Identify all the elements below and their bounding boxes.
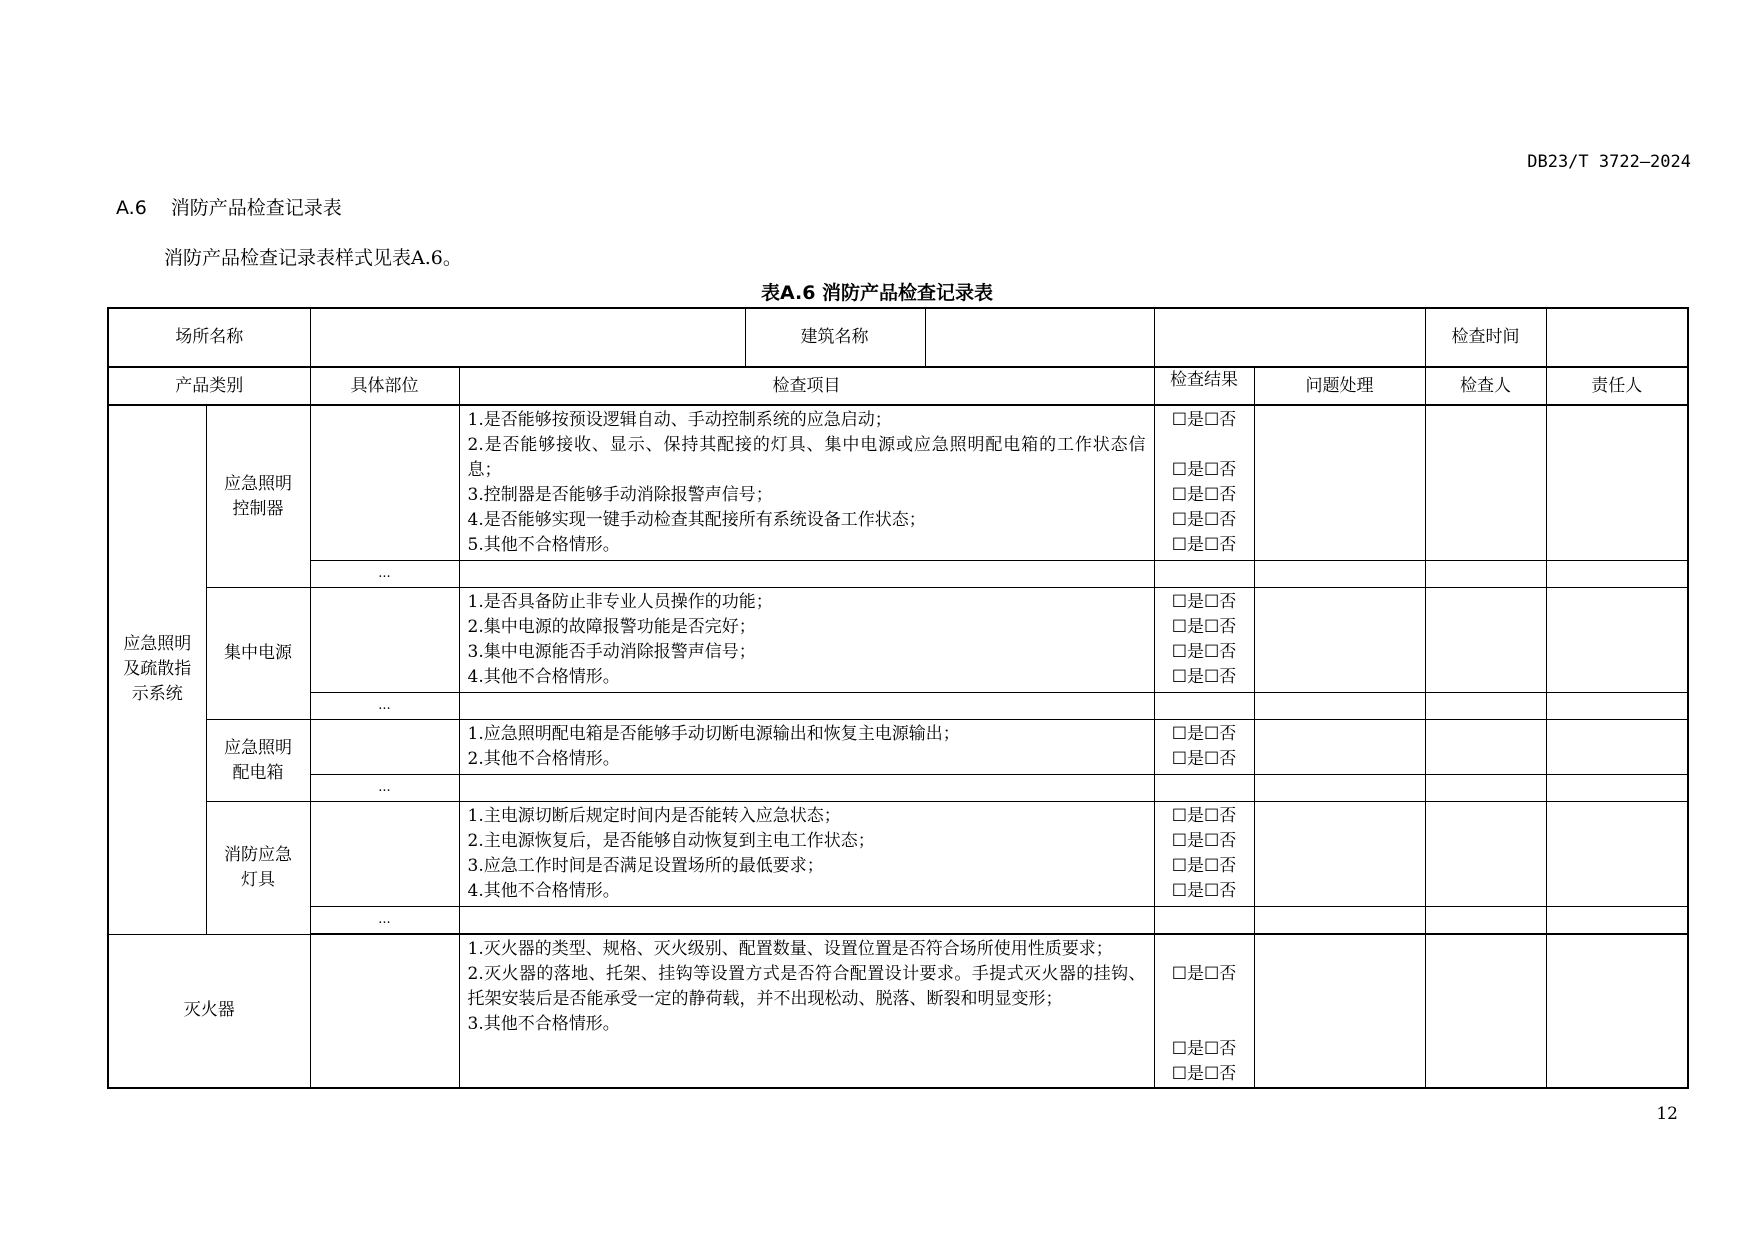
inspector-cell[interactable] [1425, 934, 1546, 1088]
check-items-cell [459, 405, 1154, 561]
yes-no-checkbox[interactable]: ☐是☐否 [1171, 1064, 1237, 1084]
inspector-cell[interactable] [1425, 588, 1546, 693]
table-row [108, 720, 1688, 775]
location-cell[interactable] [310, 588, 459, 693]
location-cell[interactable] [310, 405, 459, 561]
check-items-cell [459, 802, 1154, 907]
check-result-cell [1154, 802, 1254, 907]
check-item: 4.其他不合格情形。 [467, 667, 620, 687]
table-row [108, 588, 1688, 693]
col-issue-handling: 问题处理 [1254, 367, 1425, 405]
header-row-general [108, 308, 1688, 367]
inspector-cell[interactable] [1425, 405, 1546, 561]
check-item: 2.主电源恢复后，是否能够自动恢复到主电工作状态； [467, 831, 875, 851]
yes-no-checkbox[interactable]: ☐是☐否 [1171, 724, 1237, 744]
table-title: 表A.6 消防产品检查记录表 [760, 282, 994, 304]
subcategory-controller: 应急照明控制器 [206, 405, 310, 588]
venue-and-building-cell [310, 308, 1154, 367]
check-result-cell [1154, 934, 1254, 1088]
check-item: 5.其他不合格情形。 [467, 535, 620, 555]
col-location: 具体部位 [310, 367, 459, 405]
section-title-text: 消防产品检查记录表 [170, 197, 342, 219]
ellipsis-cell: ... [310, 907, 459, 935]
yes-no-checkbox[interactable]: ☐是☐否 [1171, 485, 1237, 505]
table-row [108, 693, 1688, 720]
yes-no-checkbox[interactable]: ☐是☐否 [1171, 510, 1237, 530]
check-item: 3.应急工作时间是否满足设置场所的最低要求； [467, 856, 824, 876]
table-row [108, 802, 1688, 907]
responsible-cell[interactable] [1546, 405, 1688, 561]
responsible-cell[interactable] [1546, 802, 1688, 907]
time-label: 检查时间 [1425, 308, 1546, 367]
check-item: 1.主电源切断后规定时间内是否能转入应急状态； [467, 806, 841, 826]
yes-no-checkbox[interactable]: ☐是☐否 [1171, 964, 1237, 984]
category-extinguisher: 灭火器 [108, 934, 310, 1088]
check-item: 1.应急照明配电箱是否能够手动切断电源输出和恢复主电源输出； [467, 724, 960, 744]
check-item: 4.是否能够实现一键手动检查其配接所有系统设备工作状态； [467, 510, 926, 530]
check-item: 3.其他不合格情形。 [467, 1014, 620, 1034]
table-row [108, 775, 1688, 802]
check-item: 1.灭火器的类型、规格、灭火级别、配置数量、设置位置是否符合场所使用性质要求； [467, 939, 1113, 959]
col-inspector: 检查人 [1425, 367, 1546, 405]
yes-no-checkbox[interactable]: ☐是☐否 [1171, 460, 1237, 480]
yes-no-checkbox[interactable]: ☐是☐否 [1171, 617, 1237, 637]
issue-handling-cell[interactable] [1254, 720, 1425, 775]
table-row [108, 561, 1688, 588]
table-row [108, 934, 1688, 1088]
check-item: 2.其他不合格情形。 [467, 749, 620, 769]
table-row [108, 907, 1688, 935]
check-result-cell [1154, 588, 1254, 693]
yes-no-checkbox[interactable]: ☐是☐否 [1171, 881, 1237, 901]
yes-no-checkbox[interactable]: ☐是☐否 [1171, 642, 1237, 662]
check-item: 2.集中电源的故障报警功能是否完好； [467, 617, 756, 637]
ellipsis-cell: ... [310, 561, 459, 588]
check-items-cell [459, 934, 1154, 1088]
inspector-cell[interactable] [1425, 802, 1546, 907]
yes-no-checkbox[interactable]: ☐是☐否 [1171, 410, 1237, 430]
check-item: 2.灭火器的落地、托架、挂钩等设置方式是否符合配置设计要求。手提式灭火器的挂钩、托架安装后是否能承受一定的静荷载，并不出现松动、脱落、断裂和明显变形； [467, 964, 1146, 1009]
building-label: 建筑名称 [745, 309, 926, 366]
yes-no-checkbox[interactable]: ☐是☐否 [1171, 749, 1237, 769]
col-check-result: 检查结果 [1154, 367, 1254, 405]
yes-no-checkbox[interactable]: ☐是☐否 [1171, 806, 1237, 826]
yes-no-checkbox[interactable]: ☐是☐否 [1171, 535, 1237, 555]
time-value[interactable] [1546, 308, 1688, 367]
page-number: 12 [1656, 1104, 1678, 1124]
subcategory-central-power: 集中电源 [206, 588, 310, 720]
check-item: 4.其他不合格情形。 [467, 881, 620, 901]
venue-label: 场所名称 [108, 308, 310, 367]
inspector-cell[interactable] [1425, 720, 1546, 775]
building-value[interactable] [1154, 308, 1425, 367]
section-number: A.6 [116, 197, 147, 219]
document-code: DB23/T 3722—2024 [1527, 152, 1691, 172]
table-row [108, 405, 1688, 561]
col-responsible: 责任人 [1546, 367, 1688, 405]
issue-handling-cell[interactable] [1254, 588, 1425, 693]
check-items-cell [459, 588, 1154, 693]
yes-no-checkbox[interactable]: ☐是☐否 [1171, 667, 1237, 687]
location-cell[interactable] [310, 934, 459, 1088]
section-title [116, 193, 342, 220]
responsible-cell[interactable] [1546, 720, 1688, 775]
yes-no-checkbox[interactable]: ☐是☐否 [1171, 856, 1237, 876]
subcategory-emergency-lamps: 消防应急灯具 [206, 802, 310, 935]
venue-value[interactable] [311, 309, 746, 366]
check-item: 3.集中电源能否手动消除报警声信号； [467, 642, 756, 662]
yes-no-checkbox[interactable]: ☐是☐否 [1171, 592, 1237, 612]
issue-handling-cell[interactable] [1254, 934, 1425, 1088]
location-cell[interactable] [310, 720, 459, 775]
category-emergency-lighting: 应急照明及疏散指示系统 [108, 405, 206, 934]
location-cell[interactable] [310, 802, 459, 907]
subcategory-distribution-box: 应急照明配电箱 [206, 720, 310, 802]
header-row-columns [108, 367, 1688, 405]
check-item: 2.是否能够接收、显示、保持其配接的灯具、集中电源或应急照明配电箱的工作状态信息； [467, 435, 1146, 480]
check-result-cell [1154, 720, 1254, 775]
check-item: 1.是否具备防止非专业人员操作的功能； [467, 592, 773, 612]
yes-no-checkbox[interactable]: ☐是☐否 [1171, 1039, 1237, 1059]
responsible-cell[interactable] [1546, 588, 1688, 693]
col-product-category: 产品类别 [108, 367, 310, 405]
check-item: 1.是否能够按预设逻辑自动、手动控制系统的应急启动； [467, 410, 892, 430]
inspection-record-table [107, 307, 1689, 1089]
col-check-items: 检查项目 [459, 367, 1154, 405]
check-item: 3.控制器是否能够手动消除报警声信号； [467, 485, 773, 505]
issue-handling-cell[interactable] [1254, 405, 1425, 561]
check-items-cell [459, 720, 1154, 775]
ellipsis-cell: ... [310, 693, 459, 720]
ellipsis-cell: ... [310, 775, 459, 802]
section-intro: 消防产品检查记录表样式见表A.6。 [164, 247, 462, 269]
yes-no-checkbox[interactable]: ☐是☐否 [1171, 831, 1237, 851]
responsible-cell[interactable] [1546, 934, 1688, 1088]
check-result-cell [1154, 405, 1254, 561]
issue-handling-cell[interactable] [1254, 802, 1425, 907]
